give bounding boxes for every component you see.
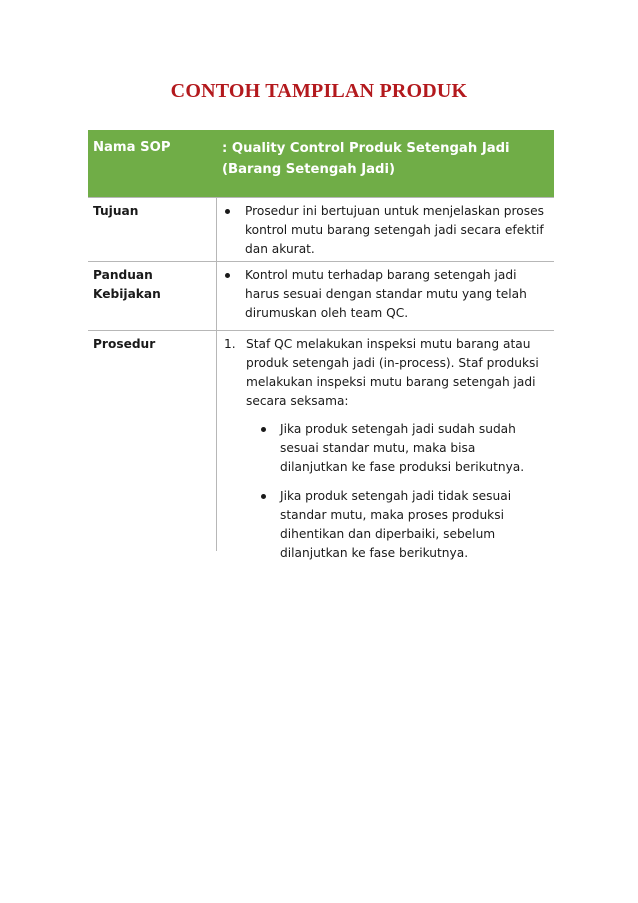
table-row-prosedur: [88, 330, 554, 560]
list-item: [223, 202, 546, 259]
table-row-tujuan: [88, 197, 554, 261]
bullet-icon: [223, 266, 245, 323]
table-row-panduan: [88, 261, 554, 330]
sub-item-text: Jika produk setengah jadi sudah sudah sesuai standar mutu, maka bisa dilanjutkan ke fase produksi berikutnya.: [280, 422, 525, 474]
row-label: Tujuan: [88, 198, 217, 261]
row-label: Prosedur: [88, 331, 217, 551]
list-item: [245, 420, 546, 477]
list-item: [223, 266, 546, 323]
sub-item-text: Jika produk setengah jadi tidak sesuai standar mutu, maka proses produksi dihentikan dan diperbaiki, sebelum dilanjutkan ke fase berikutnya.: [280, 489, 512, 560]
list-item: [223, 335, 546, 411]
row-text: Kontrol mutu terhadap barang setengah jadi harus sesuai dengan standar mutu yang telah dirumuskan oleh team QC.: [245, 268, 527, 320]
sub-list: [245, 420, 546, 563]
row-label: Panduan Kebijakan: [88, 262, 217, 330]
step-number: 1.: [224, 337, 236, 351]
header-label: Nama SOP: [93, 140, 171, 155]
bullet-icon: [223, 202, 245, 259]
bullet-icon: [245, 420, 280, 477]
page-title: CONTOH TAMPILAN PRODUK: [170, 80, 468, 102]
table-header-row: [88, 130, 554, 197]
bullet-icon: [245, 487, 280, 563]
step-text: Staf QC melakukan inspeksi mutu barang atau produk setengah jadi (in-process). Staf produksi melakukan inspeksi mutu barang setengah jadi secara seksama:: [246, 337, 539, 408]
list-item: [245, 487, 546, 563]
header-value: : Quality Control Produk Setengah Jadi (Barang Setengah Jadi): [222, 141, 510, 177]
row-text: Prosedur ini bertujuan untuk menjelaskan proses kontrol mutu barang setengah jadi secara efektif dan akurat.: [245, 204, 544, 256]
sop-table: [88, 130, 554, 560]
